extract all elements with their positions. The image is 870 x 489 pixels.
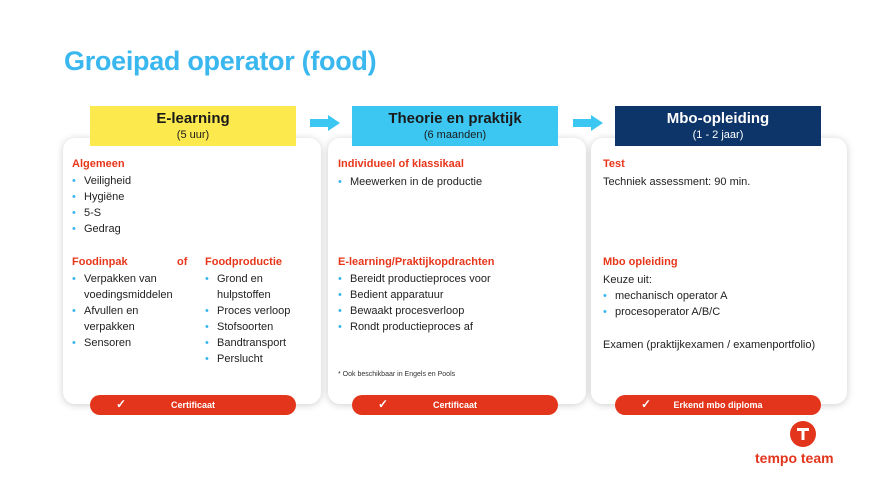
test-description: Techniek assessment: 90 min. [603, 176, 751, 188]
section-title-individueel: Individueel of klassikaal [338, 158, 464, 170]
exam-description: Examen (praktijkexamen / examenportfolio) [603, 339, 816, 351]
list-item: • Grond en hulpstoffen [205, 271, 310, 303]
step-header-theorie [352, 106, 558, 146]
badge-label: Erkend mbo diploma [673, 400, 763, 410]
list-item: • Bewaakt procesverloop [338, 303, 568, 319]
list-foodproductie [205, 271, 310, 367]
arrow-right-icon [573, 115, 603, 131]
list-mbo-options [603, 288, 833, 320]
list-item: • Afvullen en verpakken [72, 303, 187, 335]
list-item: • Rondt productieproces af [338, 319, 568, 335]
section-title-foodinpak: Foodinpak [72, 256, 128, 268]
step-header-elearning [90, 106, 296, 146]
list-item: • 5-S [72, 205, 192, 221]
list-item: • Bedient apparatuur [338, 287, 568, 303]
list-item: • Verpakken van voedingsmiddelen [72, 271, 187, 303]
list-item: • Bandtransport [205, 335, 310, 351]
step-duration: (5 uur) [176, 129, 210, 141]
step-title: E-learning [156, 110, 230, 127]
list-item: • Veiligheid [72, 173, 192, 189]
section-title-foodproductie: Foodproductie [205, 256, 282, 268]
step-header-mbo [615, 106, 821, 146]
certificate-badge-elearning [90, 395, 296, 415]
list-item: • procesoperator A/B/C [603, 304, 833, 320]
step-title: Mbo-opleiding [666, 110, 770, 127]
section-title-test: Test [603, 158, 625, 170]
badge-label: Certificaat [432, 400, 477, 410]
diploma-badge-mbo [615, 395, 821, 415]
certificate-badge-theorie [352, 395, 558, 415]
logo-text: tempo team [755, 450, 834, 466]
step-title: Theorie en praktijk [388, 110, 522, 127]
checkmark-icon: ✓ [641, 397, 652, 411]
list-item: • Meewerken in de productie [338, 174, 568, 190]
list-item: • Gedrag [72, 221, 192, 237]
arrow-right-icon [310, 115, 340, 131]
list-item: • Bereidt productieproces voor [338, 271, 568, 287]
list-item: • mechanisch operator A [603, 288, 833, 304]
section-title-algemeen: Algemeen [72, 158, 125, 170]
checkmark-icon: ✓ [116, 397, 127, 411]
checkmark-icon: ✓ [378, 397, 389, 411]
step-duration: (1 - 2 jaar) [692, 129, 744, 141]
section-title-praktijkopdrachten: E-learning/Praktijkopdrachten [338, 256, 495, 268]
list-algemeen [72, 173, 192, 237]
list-item: • Perslucht [205, 351, 310, 367]
section-title-mbo-opleiding: Mbo opleiding [603, 256, 678, 268]
list-praktijkopdrachten [338, 271, 568, 335]
or-label: of [177, 256, 188, 268]
step-duration: (6 maanden) [423, 129, 487, 141]
badge-label: Certificaat [170, 400, 215, 410]
footnote: * Ook beschikbaar in Engels en Pools [338, 371, 456, 378]
mbo-intro: Keuze uit: [603, 274, 652, 286]
list-item: • Hygiëne [72, 189, 192, 205]
page-title: Groeipad operator (food) [64, 46, 377, 76]
list-item: • Sensoren [72, 335, 187, 351]
list-item: • Stofsoorten [205, 319, 310, 335]
list-individueel [338, 174, 568, 190]
list-item: • Proces verloop [205, 303, 310, 319]
list-foodinpak [72, 271, 187, 351]
tempo-team-logo-icon [790, 421, 816, 447]
